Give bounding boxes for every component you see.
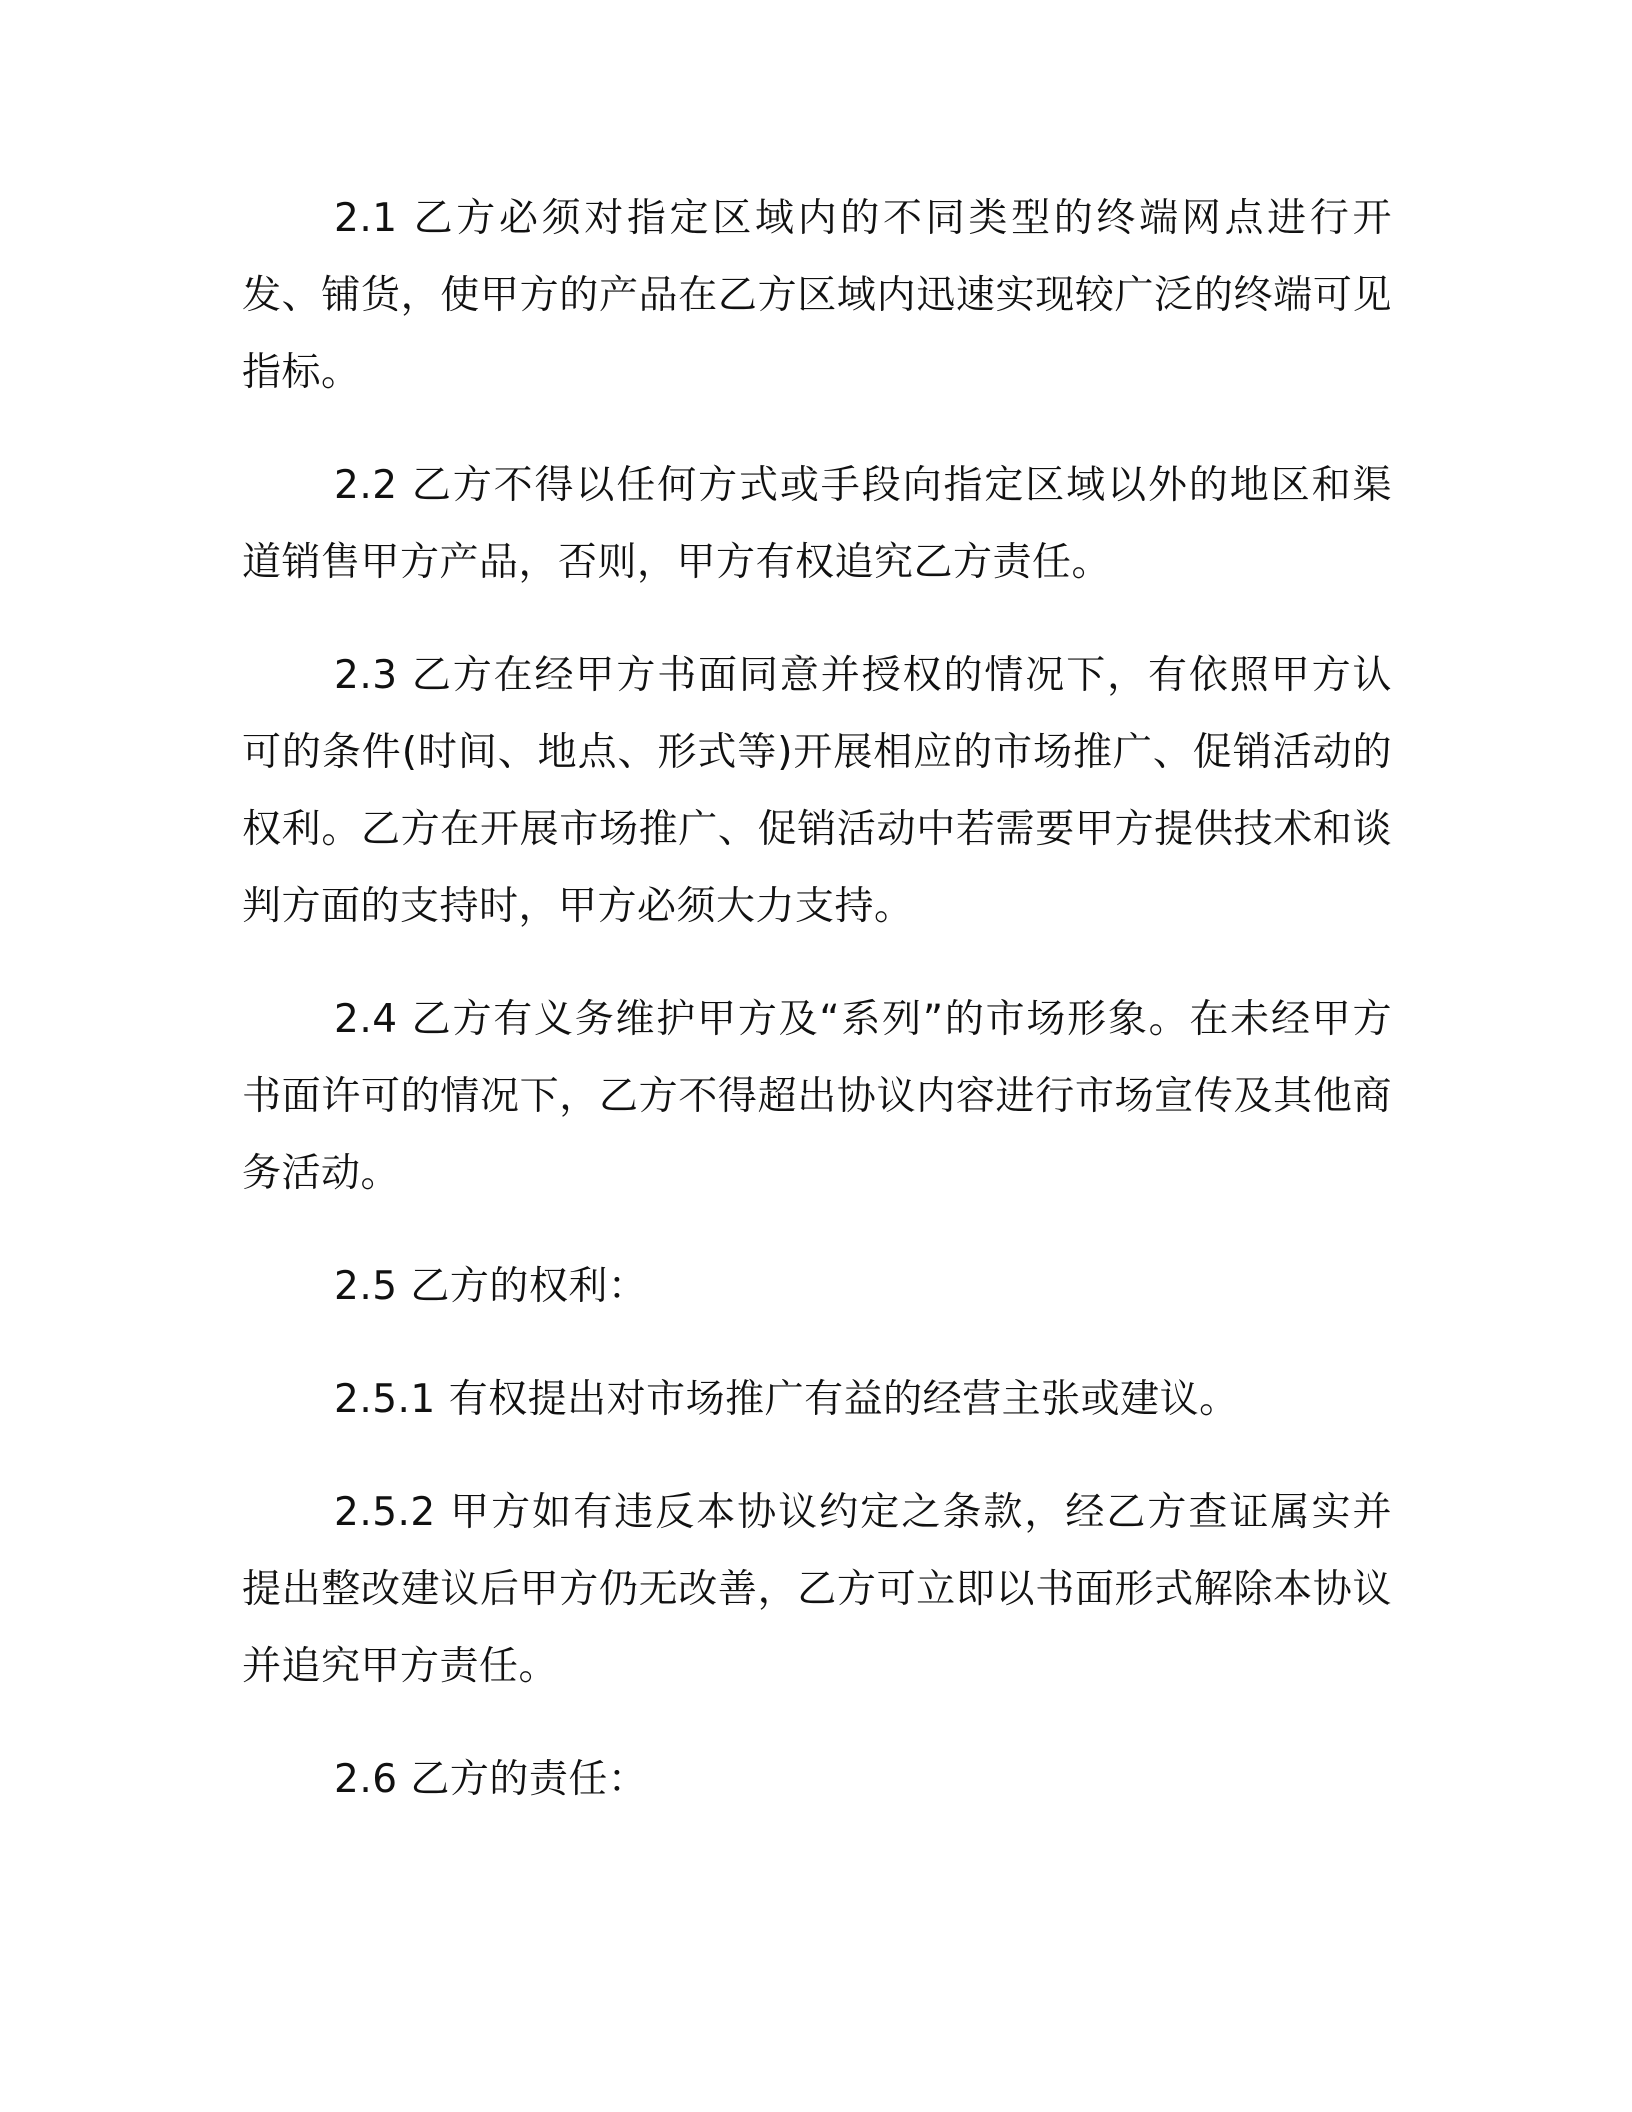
document-page bbox=[242, 180, 1392, 2040]
clause-2-1: 2.1 乙方必须对指定区域内的不同类型的终端网点进行开发、铺货，使甲方的产品在乙方区域内迅速实现较广泛的终端可见指标。 bbox=[242, 196, 1392, 395]
clause-2-3: 2.3 乙方在经甲方书面同意并授权的情况下，有依照甲方认可的条件(时间、地点、形式等)开展相应的市场推广、促销活动的权利。乙方在开展市场推广、促销活动中若需要甲方提供技术和谈判方面的支持时，甲方必须大力支持。 bbox=[242, 653, 1392, 929]
clause-2-5-2: 2.5.2 甲方如有违反本协议约定之条款，经乙方查证属实并提出整改建议后甲方仍无改善，乙方可立即以书面形式解除本协议并追究甲方责任。 bbox=[242, 1490, 1392, 1689]
clause-2-5-heading: 2.5 乙方的权利： bbox=[334, 1264, 648, 1309]
clause-2-6-heading: 2.6 乙方的责任： bbox=[334, 1757, 648, 1802]
clause-2-5-1: 2.5.1 有权提出对市场推广有益的经营主张或建议。 bbox=[334, 1377, 1239, 1422]
clause-2-2: 2.2 乙方不得以任何方式或手段向指定区域以外的地区和渠道销售甲方产品，否则，甲方有权追究乙方责任。 bbox=[242, 463, 1392, 585]
clause-2-4: 2.4 乙方有义务维护甲方及“系列”的市场形象。在未经甲方书面许可的情况下，乙方不得超出协议内容进行市场宣传及其他商务活动。 bbox=[242, 997, 1392, 1196]
